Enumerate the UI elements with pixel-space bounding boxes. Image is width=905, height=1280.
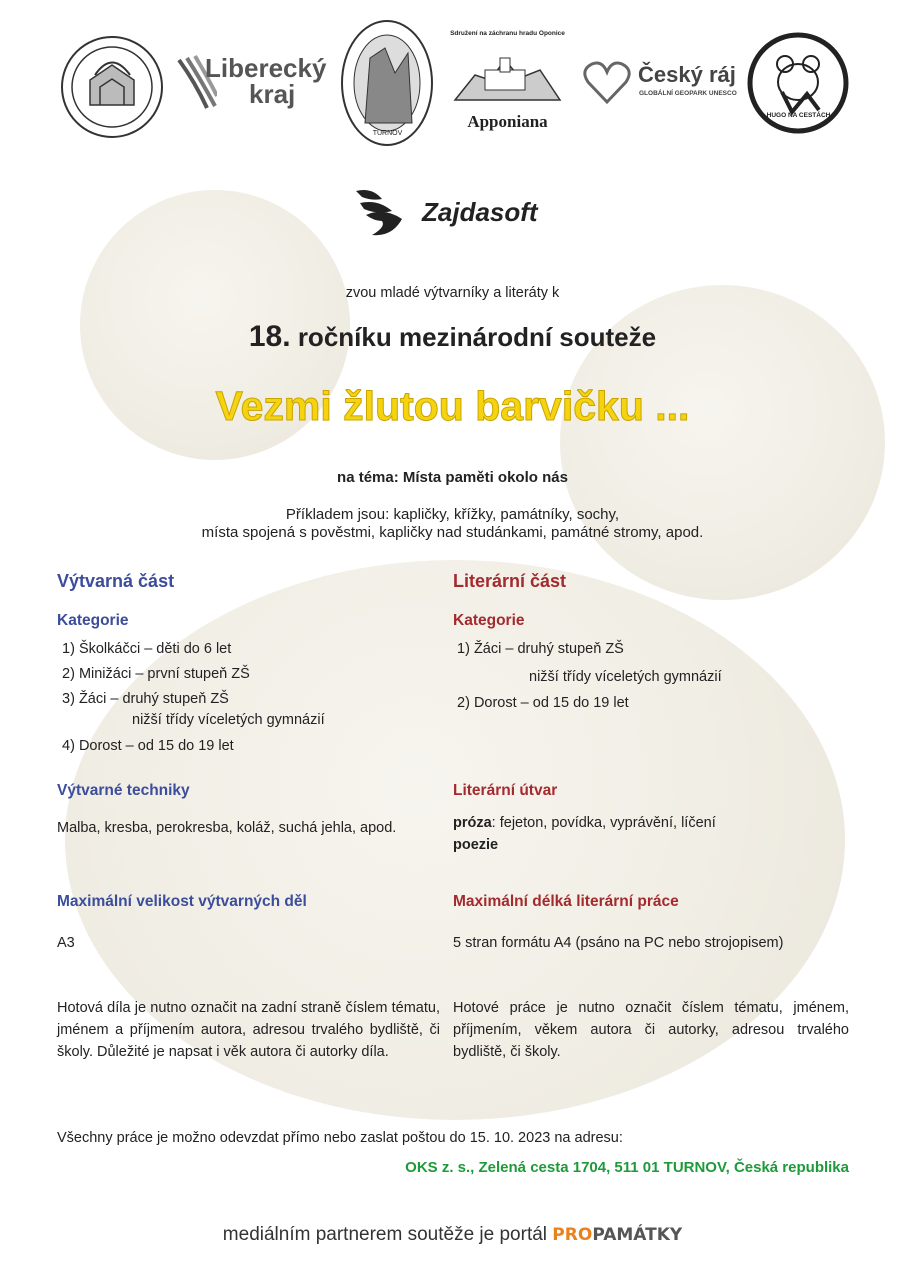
list-item: 2) Dorost – od 15 do 19 let: [457, 695, 629, 711]
examples: [0, 506, 905, 542]
cesky-raj-subtitle: GLOBÁLNÍ GEOPARK UNESCO: [639, 90, 737, 97]
list-item: 3) Žáci – druhý stupeň ZŠ: [62, 691, 229, 707]
zajdasoft-rabbit-icon: [352, 185, 410, 241]
left-techniques: Malba, kresba, perokresba, koláž, suchá jehla, apod.: [57, 820, 397, 836]
liberecky-kraj-logo: [177, 52, 327, 112]
deadline-text: Všechny práce je možno odevzdat přímo nebo zaslat poštou do 15. 10. 2023 na adresu:: [57, 1130, 623, 1146]
right-categories-list: [457, 638, 722, 717]
right-categories-title: Kategorie: [453, 612, 525, 629]
list-item-sub: nižší třídy víceletých gymnázií: [529, 669, 722, 685]
left-categories-list: [62, 638, 325, 760]
footer: [0, 1224, 905, 1246]
cesky-raj-logo: [582, 58, 742, 113]
liberecky-line2: kraj: [249, 79, 296, 109]
examples-line1: Příkladem jsou: kapličky, křížky, památníky, sochy,: [285, 506, 620, 523]
competition-heading: [0, 320, 905, 354]
list-item: 1) Školkáčci – děti do 6 let: [62, 641, 232, 657]
poetry-line: poezie: [453, 837, 499, 853]
cesky-raj-title: Český ráj: [638, 62, 736, 87]
heart-icon: [582, 58, 632, 108]
right-length-title: Maximální délká literární práce: [453, 893, 679, 910]
list-item: 1) Žáci – druhý stupeň ZŠ: [457, 641, 624, 657]
left-size: A3: [57, 935, 75, 951]
left-size-title: Maximální velikost výtvarných děl: [57, 893, 307, 910]
footer-text: mediálním partnerem soutěže je portál: [222, 1224, 553, 1245]
right-length: 5 stran formátu A4 (psáno na PC nebo strojopisem): [453, 935, 784, 951]
propamatky-brand-pamatky: PAMÁTKY: [592, 1225, 683, 1245]
hugo-label: HUGO NA CESTÁCH: [766, 112, 831, 119]
propamatky-brand-pro: PRO: [552, 1225, 593, 1245]
zajdasoft-logo: [352, 185, 552, 245]
list-item-sub: nižší třídy víceletých gymnázií: [132, 712, 325, 728]
hugo-na-cestach-logo: [747, 32, 850, 135]
intro-text: zvou mladé výtvarníky a literáty k: [345, 285, 560, 301]
left-note: Hotová díla je nutno označit na zadní straně číslem tématu, jménem a příjmením autora, adresou trvalého bydliště, či školy. Důležité je napsat i věk autora či autorky díla.: [57, 1000, 440, 1060]
zajdasoft-name: Zajdasoft: [422, 197, 538, 227]
right-form-title: Literární útvar: [453, 782, 558, 799]
right-section-title: Literární část: [453, 571, 567, 591]
list-item: 4) Dorost – od 15 do 19 let: [62, 738, 234, 754]
examples-line2: místa spojená s pověstmi, kapličky nad studánkami, památné stromy, apod.: [201, 524, 704, 541]
partner-logos: [55, 30, 855, 145]
right-note: Hotové práce je nutno označit číslem tématu, jménem, příjmením, věkem autora či autorky, adresou trvalého bydliště, či školy.: [453, 1000, 849, 1060]
competition-title: Vezmi žlutou barvičku ...: [215, 383, 690, 429]
klokocske-skaly-logo: [340, 18, 435, 148]
heading-text: ročníku mezinárodní souteže: [290, 322, 657, 352]
apponiana-name: Apponiana: [467, 112, 548, 131]
left-categories-title: Kategorie: [57, 612, 129, 629]
theme-text: na téma: Místa paměti okolo nás: [337, 469, 568, 486]
klokocske-bottom: TURNOV: [372, 130, 403, 137]
apponiana-logo: [445, 30, 570, 140]
edition-number: 18.: [248, 320, 291, 353]
prose-line: próza: fejeton, povídka, vyprávění, líčení: [453, 815, 716, 831]
pamatkova-komise-logo: [60, 35, 165, 140]
list-item: 2) Minižáci – první stupeň ZŠ: [62, 666, 250, 682]
left-section-title: Výtvarná část: [57, 571, 175, 591]
postal-address: OKS z. s., Zelená cesta 1704, 511 01 TURNOV, Česká republika: [405, 1159, 849, 1176]
liberecky-line1: Liberecký: [205, 53, 327, 83]
apponiana-top: Sdružení na záchranu hradu Oponice: [450, 30, 565, 37]
right-form: [453, 812, 853, 856]
left-techniques-title: Výtvarné techniky: [57, 782, 190, 799]
